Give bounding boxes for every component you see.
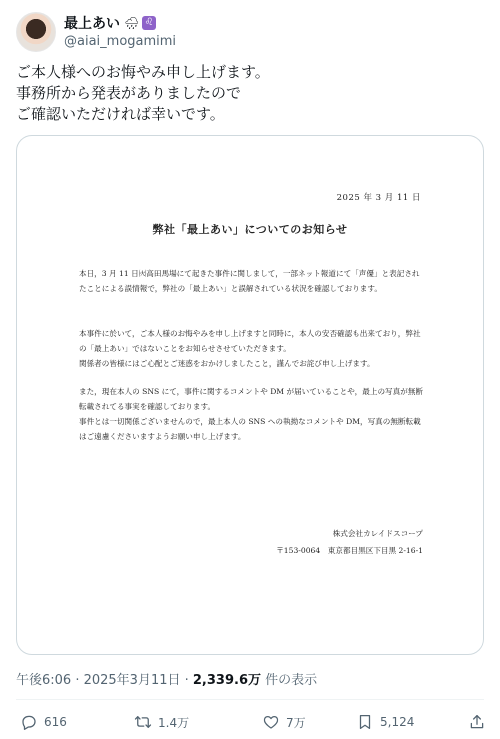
action-bar	[16, 708, 484, 736]
post-text	[16, 62, 484, 125]
document-paragraph-text: また，現在本人の SNS にて，事件に関するコメントや DM が届いていることや，最上の写真が無断転載されてる事実を確認しております。	[79, 387, 424, 411]
display-name[interactable]: 最上あい	[64, 16, 120, 32]
document-paragraph-text: 本事件に於いて，ご本人様のお悔やみを申し上げますと同時に，本人の安否確認も出来ており，弊社の「最上あい」ではないことをお知らせさせていただきます。	[79, 329, 421, 353]
document-address: 〒153-0064 東京都目黒区下目黒 2-16-1	[276, 546, 423, 555]
document-paragraph-text: 本日，3 月 11 日㈫高田馬場にて起きた事件に関しまして，一部ネット報道にて「声優」と表記されたことによる誤情報で，弊社の「最上あい」と誤解されている状況を確認しております。	[79, 269, 420, 293]
document-paragraph	[79, 326, 424, 371]
post-text-line: ご確認いただければ幸いです。	[16, 105, 225, 123]
document-title: 弊社「最上あい」についてのお知らせ	[152, 223, 348, 236]
reply-button[interactable]	[20, 710, 67, 734]
view-count: 2,339.6万	[192, 673, 261, 688]
retweet-button[interactable]	[134, 710, 189, 734]
post-header	[16, 12, 484, 52]
post-text-line: ご本人様へのお悔やみ申し上げます。	[16, 63, 270, 81]
view-label: 件の表示	[261, 673, 318, 688]
document-paragraph	[79, 384, 424, 444]
attached-image[interactable]	[16, 135, 484, 655]
heart-icon	[262, 713, 280, 731]
reply-icon	[20, 713, 38, 731]
document-paragraph-text: 事件とは一切関係ございませんので，最上本人の SNS への執拗なコメントや DM，写真の無断転載はご遠慮くださいますようお願い申し上げます。	[79, 417, 421, 441]
document-date: 2025 年 3 月 11 日	[336, 193, 421, 203]
reply-count: 616	[44, 715, 67, 729]
divider	[16, 699, 484, 700]
bookmark-count: 5,124	[380, 715, 415, 729]
share-icon	[468, 713, 486, 731]
share-button[interactable]	[468, 710, 486, 734]
announcement-document	[17, 136, 483, 654]
leo-emoji-icon: ♌	[142, 16, 156, 30]
user-handle[interactable]: @aiai_mogamimi	[64, 34, 177, 49]
retweet-count: 1.4万	[158, 715, 190, 730]
like-count: 7万	[286, 715, 306, 730]
avatar[interactable]	[16, 12, 56, 52]
retweet-icon	[134, 713, 152, 731]
document-paragraph	[79, 266, 424, 296]
bookmark-button[interactable]	[356, 710, 414, 734]
name-row	[64, 14, 156, 32]
post-meta	[16, 669, 317, 688]
like-button[interactable]	[262, 710, 306, 734]
cloud-emoji-icon: 🌧	[124, 16, 140, 30]
post-timestamp[interactable]: 午後6:06 · 2025年3月11日 ·	[16, 673, 193, 688]
document-company: 株式会社カレイドスコープ	[332, 529, 423, 538]
post-text-line: 事務所から発表がありましたので	[16, 84, 242, 102]
bookmark-icon	[356, 713, 374, 731]
document-paragraph-text: 関係者の皆様にはご心配とご迷惑をおかけしましたこと，謹んでお詫び申し上げます。	[79, 359, 375, 368]
